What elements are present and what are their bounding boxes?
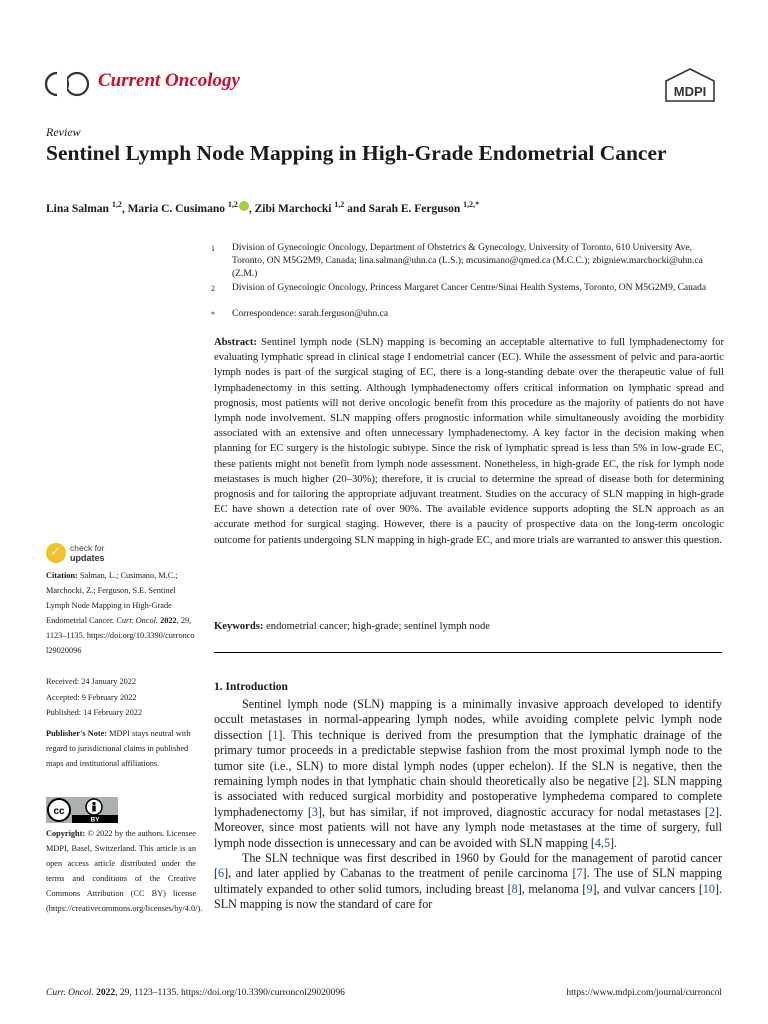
citation-year: 2022 bbox=[160, 616, 177, 625]
cc-by-license-badge[interactable] bbox=[46, 797, 118, 823]
citation-link[interactable]: 6 bbox=[218, 866, 225, 881]
text-run: The SLN technique was first described in 1960 by Gould for the management of parotid cancer [ bbox=[214, 851, 722, 881]
cc-icon: cc bbox=[53, 806, 65, 817]
orcid-icon[interactable] bbox=[239, 201, 249, 211]
citation-link[interactable]: 8 bbox=[511, 881, 518, 896]
abstract-text: Sentinel lymph node (SLN) mapping is becoming an acceptable alternative to full lymphadenectomy for evaluating lymphatic spread in clinical stage I endometrial cancer (EC). While the assessment of pelvic and para-aortic lymph nodes is part of the surgical staging of EC, there is a long-standing debate over the therapeutic value of full lymphadenectomy in this setting. Although lymphadenectomy offers critical information on lymphatic spread and prognosis, most patients will not derive oncologic benefit from this procedure as the majority of patients do not have lymph node involvement. SLN mapping offers prognostic information while simultaneously avoiding the morbidity associated with an extensive and often unnecessary lymphadenectomy. A key factor in the decision making when planning for EC surgery is the histologic subtype. Since the risk of lymphatic spread is less than 5% in low-grade EC, these patients might not benefit from lymph node assessment. Nonetheless, in high-grade EC, the risk for lymph node metastases is much higher (20–30%); therefore, it is crucial to determine the spread of disease both for determining prognosis and for tailoring the appropriate adjuvant treatment. Studies on the accuracy of SLN mapping in high-grade EC have shown a detection rate of over 90%. The available evidence supports adopting the SLN approach as an accurate method for surgical staging. However, there is a paucity of prospective data on the long-term oncologic outcome for patients undergoing SLN mapping in high-grade EC, and more trials are warranted to answer this question. bbox=[214, 337, 725, 546]
affiliation-number: 1 bbox=[211, 244, 215, 253]
text-run: ], but has similar, if not improved, diagnostic accuracy for nodal metastases [ bbox=[317, 804, 709, 819]
footer-journal: Curr. Oncol. bbox=[46, 988, 94, 998]
text-run: ]. bbox=[610, 835, 618, 850]
citation-text: Salman, L.; Cusimano, M.C.; Marchocki, Z.; Ferguson, S.E. Sentinel Lymph Node Mapping in High-Grade Endometrial Cancer. bbox=[46, 571, 178, 625]
affiliation bbox=[211, 282, 724, 295]
abstract-label: Abstract: bbox=[214, 337, 257, 348]
citation-link[interactable]: 2 bbox=[636, 774, 643, 789]
paragraph bbox=[214, 697, 722, 851]
author-name: Zibi Marchocki bbox=[254, 202, 332, 215]
text-run: ]. This technique is derived from the presumption that the lymphatic drainage of the primary tumor proceeds in a predictable stepwise fashion from the most proximal lymph node to the tumor site (i.e., SLN) to more distal lymph nodes (upper echelon). If the SLN is negative, then the remaining lymph nodes in that lymphatic chain should theoretically also be negative [ bbox=[214, 727, 722, 789]
citation-journal: Curr. Oncol. bbox=[116, 616, 159, 625]
publisher-note-label: Publisher's Note: bbox=[46, 729, 108, 738]
author-affiliation-sup: 1,2 bbox=[111, 200, 122, 209]
footer-year: 2022 bbox=[96, 988, 116, 998]
text-run: ]. SLN mapping is associated with reduced surgical morbidity and postoperative lymphedema compared to complete lymphadenectomy [ bbox=[214, 774, 722, 819]
author-affiliation-sup: 1,2 bbox=[334, 200, 345, 209]
affiliation-number: * bbox=[211, 310, 215, 319]
copyright-notice bbox=[46, 826, 203, 916]
check-for-updates-button[interactable] bbox=[46, 542, 126, 566]
keywords-text: endometrial cancer; high-grade; sentinel lymph node bbox=[266, 621, 490, 632]
footer-journal-link[interactable]: https://www.mdpi.com/journal/curroncol bbox=[566, 988, 722, 998]
text-run: ], melanoma [ bbox=[517, 881, 587, 896]
copyright-text: © 2022 by the authors. Licensee MDPI, Basel, Switzerland. This article is an open access article distributed under the terms and conditions of the Creative Commons Attribution (CC BY) license (https://creativecommons.org/licenses/by/4.0/). bbox=[46, 829, 203, 913]
journal-name: Current Oncology bbox=[98, 70, 240, 91]
check-updates-icon: ✓ bbox=[46, 543, 66, 563]
accepted-date: Accepted: 9 February 2022 bbox=[46, 693, 137, 702]
copyright-label: Copyright: bbox=[46, 829, 86, 838]
author-name: Maria C. Cusimano bbox=[127, 202, 226, 215]
publisher-note bbox=[46, 726, 196, 771]
check-updates-line2: updates bbox=[70, 553, 105, 563]
journal-logo bbox=[44, 64, 90, 104]
text-run: ]. Moreover, since most patients will not have any lymph node metastases at the time of surgery, full lymph node dissection is unnecessary and can be avoided with SLN mapping [ bbox=[214, 804, 722, 850]
check-updates-line1: check for bbox=[70, 543, 105, 553]
footer-doi: , 29, 1123–1135. https://doi.org/10.3390/curroncol29020096 bbox=[115, 988, 345, 998]
citation-link[interactable]: 4,5 bbox=[594, 835, 610, 850]
paragraph bbox=[214, 851, 722, 913]
affiliation-text: Division of Gynecologic Oncology, Department of Obstetrics & Gynecology, University of Toronto, 610 University Ave, Toronto, ON M5G2M9, Canada; lina.salman@uhn.ca (L.S.); mcusimano@qmed.ca (M.C.C.); zbigniew.marchocki@uhn.ca (Z.M.) bbox=[232, 243, 703, 279]
author-affiliation-sup: 1,2,* bbox=[463, 200, 480, 209]
published-date: Published: 14 February 2022 bbox=[46, 708, 143, 717]
author-affiliation-sup: 1,2 bbox=[227, 200, 238, 209]
citation-link[interactable]: 3 bbox=[311, 804, 318, 819]
publisher-note-text: MDPI stays neutral with regard to jurisdictional claims in published maps and institutional affiliations. bbox=[46, 729, 191, 768]
keywords-label: Keywords: bbox=[214, 621, 264, 632]
text-run: ], and vulvar cancers [ bbox=[592, 881, 703, 896]
affiliation bbox=[211, 242, 724, 281]
affiliation-text: Division of Gynecologic Oncology, Princess Margaret Cancer Centre/Sinai Health Systems, Toronto, ON M5G2M9, Canada bbox=[232, 283, 707, 293]
citation-link[interactable]: 7 bbox=[576, 866, 583, 881]
mdpi-logo-text: MDPI bbox=[673, 84, 707, 99]
citation-link[interactable]: 10 bbox=[702, 881, 715, 896]
section-heading: 1. Introduction bbox=[214, 681, 288, 693]
article-title: Sentinel Lymph Node Mapping in High-Grade Endometrial Cancer bbox=[46, 141, 667, 165]
author-name: Lina Salman bbox=[46, 202, 109, 215]
correspondence-text: Correspondence: sarah.ferguson@uhn.ca bbox=[232, 309, 389, 319]
citation-link[interactable]: 2 bbox=[708, 804, 715, 819]
affiliation-number: 2 bbox=[211, 284, 215, 293]
citation-link[interactable]: 1 bbox=[272, 727, 279, 742]
received-date: Received: 24 January 2022 bbox=[46, 677, 137, 686]
text-run: Sentinel lymph node (SLN) mapping is a minimally invasive approach developed to identify occult metastases in normal-appearing lymph nodes, while avoiding complete pelvic lymph node dissection [ bbox=[214, 697, 722, 742]
article-type: Review bbox=[46, 125, 81, 139]
introduction-body bbox=[214, 697, 722, 913]
text-run: ], and later applied by Cabanas to the treatment of penile carcinoma [ bbox=[224, 866, 577, 881]
text-run: ]. The use of SLN mapping ultimately expanded to other solid tumors, including breast [ bbox=[214, 866, 723, 896]
citation-volume: , 29, 1123–1135. bbox=[46, 616, 192, 640]
author-list: Lina Salman $^{1,2}$, Maria C. Cusimano $^{1,2}$ , Zibi Marchocki $^{1,2}$ and Sarah E. Ferguson $^{1,2,*}$ bbox=[46, 200, 480, 215]
footer-citation bbox=[46, 988, 345, 998]
text-run: ]. SLN mapping is now the standard of care for bbox=[214, 881, 723, 912]
citation-link[interactable]: 9 bbox=[586, 881, 593, 896]
section-divider bbox=[214, 652, 722, 653]
correspondence bbox=[211, 308, 724, 321]
mdpi-logo bbox=[664, 68, 716, 102]
citation-block bbox=[46, 568, 196, 658]
abstract bbox=[214, 335, 724, 548]
citation-doi-link[interactable]: https://doi.org/10.3390/curroncol29020096 bbox=[46, 631, 195, 655]
citation-label: Citation: bbox=[46, 571, 78, 580]
keywords bbox=[214, 621, 724, 632]
author-name: Sarah E. Ferguson bbox=[368, 202, 461, 215]
cc-by-label: BY bbox=[90, 816, 100, 823]
